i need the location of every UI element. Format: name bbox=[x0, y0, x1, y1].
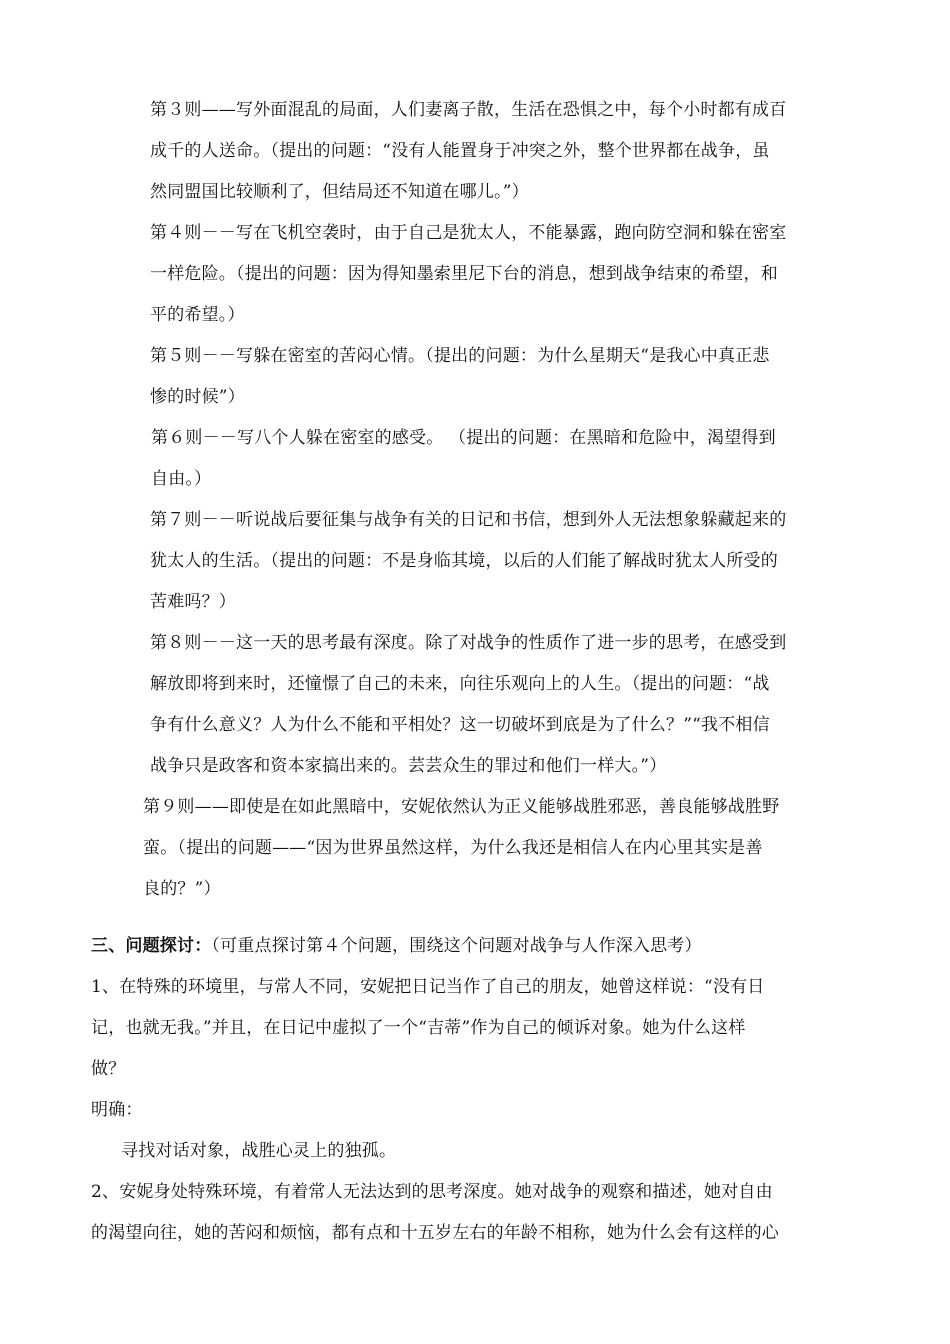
section-heading-note: （可重点探讨第４个问题，围绕这个问题对战争与人作深入思考） bbox=[211, 936, 702, 956]
entry-line: 蛮。（提出的问题——“因为世界虽然这样，为什么我还是相信人在内心里其实是善 bbox=[143, 838, 763, 858]
question-2 bbox=[91, 1172, 871, 1254]
entry-line: 平的希望。） bbox=[150, 305, 245, 325]
question-line: 记，也就无我。”并且，在日记中虚拟了一个“吉蒂”作为自己的倾诉对象。她为什么这样 bbox=[91, 1018, 746, 1038]
entry-line: 成千的人送命。（提出的问题：“没有人能置身于冲突之外，整个世界都在战争，虽 bbox=[150, 141, 770, 161]
question-line: 1、在特殊的环境里，与常人不同，安妮把日记当作了自己的朋友，她曾这样说：“没有日 bbox=[91, 977, 765, 997]
entry-line: 然同盟国比较顺利了，但结局还不知道在哪儿。”） bbox=[150, 182, 529, 202]
entry-line: 惨的时候”） bbox=[150, 387, 245, 407]
entry-line: 第５则－－写躲在密室的苦闷心情。（提出的问题：为什么星期天“是我心中真正悲 bbox=[150, 346, 770, 366]
question-line: 的渴望向往，她的苦闷和烦恼，都有点和十五岁左右的年龄不相称，她为什么会有这样的心 bbox=[91, 1223, 779, 1243]
answer-label: 明确： bbox=[91, 1100, 143, 1120]
entry-line: 战争只是政客和资本家搞出来的。芸芸众生的罪过和他们一样大。”） bbox=[150, 756, 667, 776]
entry-line: 第８则－－这一天的思考最有深度。除了对战争的性质作了进一步的思考，在感受到 bbox=[150, 633, 787, 653]
entry-line: 第３则——写外面混乱的局面，人们妻离子散，生活在恐惧之中，每个小时都有成百 bbox=[150, 100, 787, 120]
question-line: 2、安妮身处特殊环境，有着常人无法达到的思考深度。她对战争的观察和描述，她对自由 bbox=[91, 1182, 773, 1202]
diary-entry-7 bbox=[150, 500, 950, 623]
entry-line: 自由。） bbox=[151, 469, 212, 489]
diary-entries-list bbox=[0, 90, 950, 910]
question-line: 做？ bbox=[91, 1059, 126, 1079]
diary-entry-5 bbox=[150, 336, 950, 418]
question-1 bbox=[91, 967, 871, 1172]
diary-entry-8 bbox=[150, 623, 950, 787]
entry-line: 解放即将到来时，还憧憬了自己的未来，向往乐观向上的人生。（提出的问题：“战 bbox=[150, 674, 770, 694]
entry-line: 第７则－－听说战后要征集与战争有关的日记和书信，想到外人无法想象躲藏起来的 bbox=[150, 510, 787, 530]
entry-line: 第９则——即使是在如此黑暗中，安妮依然认为正义能够战胜邪恶，善良能够战胜野 bbox=[143, 797, 780, 817]
entry-line: 苦难吗？） bbox=[150, 592, 236, 612]
entry-line: 第６则－－写八个人躲在密室的感受。 （提出的问题：在黑暗和危险中，渴望得到 bbox=[151, 428, 776, 448]
diary-entry-9 bbox=[143, 787, 950, 910]
entry-line: 一样危险。（提出的问题：因为得知墨索里尼下台的消息，想到战争结束的希望，和 bbox=[150, 264, 778, 284]
entry-line: 良的？”） bbox=[143, 879, 221, 899]
answer-text: 寻找对话对象，战胜心灵上的独孤。 bbox=[121, 1141, 397, 1161]
section-3 bbox=[91, 926, 871, 1254]
entry-line: 第４则－－写在飞机空袭时，由于自己是犹太人，不能暴露，跑向防空洞和躲在密室 bbox=[150, 223, 787, 243]
entry-line: 犹太人的生活。（提出的问题：不是身临其境，以后的人们能了解战时犹太人所受的 bbox=[150, 551, 778, 571]
section-heading-label: 三、问题探讨： bbox=[91, 936, 212, 956]
diary-entry-3 bbox=[150, 90, 950, 213]
diary-entry-6 bbox=[151, 418, 950, 500]
diary-entry-4 bbox=[150, 213, 950, 336]
section-heading bbox=[91, 926, 871, 967]
entry-line: 争有什么意义？人为什么不能和平相处？这一切破坏到底是为了什么？”“我不相信 bbox=[150, 715, 770, 735]
